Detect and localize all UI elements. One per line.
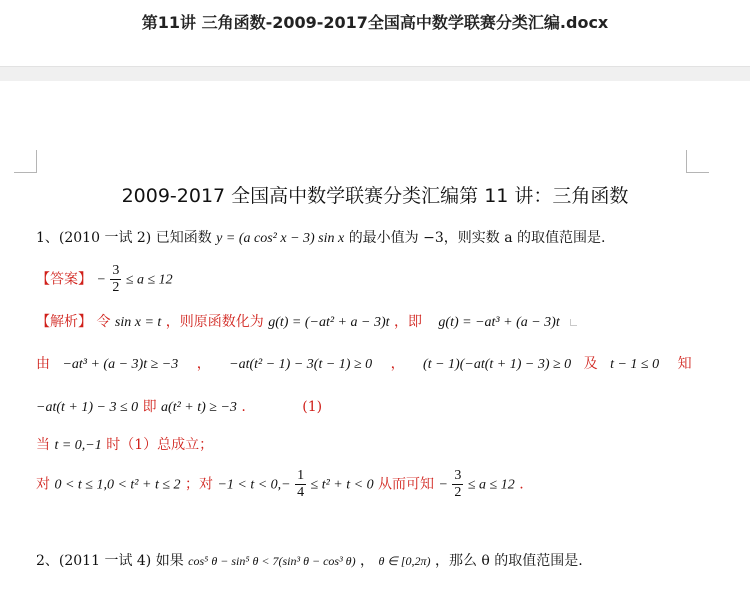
page-heading: 2009-2017 全国高中数学联赛分类汇编第 11 讲：三角函数 xyxy=(121,185,629,207)
line4-text-2: 及 xyxy=(583,356,598,372)
margin-corner-top-right xyxy=(686,150,709,173)
line7-math-1: 0 < t ≤ 1,0 < t² + t ≤ 2 xyxy=(54,477,181,493)
line7-text-1: 对 xyxy=(36,476,50,493)
answer-fraction xyxy=(110,263,121,296)
question-1 xyxy=(36,227,605,247)
line5-tag: (1) xyxy=(302,399,323,415)
line7-text-3: 从而可知 xyxy=(378,476,435,493)
line7-math-3: ≤ t² + t < 0 xyxy=(310,477,374,493)
line6-text-1: 当 xyxy=(36,437,50,453)
document-page xyxy=(0,81,750,590)
analysis-label: 【解析】 xyxy=(36,314,92,330)
analysis-math-2: g(t) = (−at² + a − 3)t xyxy=(268,315,390,330)
line4-math-3: (t − 1)(−at(t + 1) − 3) ≥ 0 xyxy=(423,357,572,372)
margin-corner-top-left xyxy=(14,150,37,173)
line4-text-1: 由 xyxy=(36,356,50,372)
derivation-line-3 xyxy=(36,434,213,454)
line4-sep-2: ， xyxy=(390,356,405,372)
line4-math-4: t − 1 ≤ 0 xyxy=(610,357,660,372)
answer-line xyxy=(36,263,173,296)
line5-math-2: a(t² + t) ≥ −3 xyxy=(161,400,237,415)
line4-math-2: −at(t² − 1) − 3(t − 1) ≥ 0 xyxy=(229,357,373,372)
answer-minus: − xyxy=(96,272,106,288)
analysis-text-1: 令 xyxy=(96,314,111,330)
answer-fraction-denominator: 2 xyxy=(112,280,120,295)
derivation-line-4 xyxy=(36,468,524,501)
question-2 xyxy=(36,550,583,570)
text-cursor-mark xyxy=(570,319,577,326)
q2-range: θ ∈ [0,2π) xyxy=(378,554,431,568)
line7-fraction-2-numerator: 3 xyxy=(454,468,462,483)
line7-math-4: ≤ a ≤ 12 xyxy=(467,477,515,493)
answer-label: 【答案】 xyxy=(36,271,92,288)
analysis-line xyxy=(36,311,577,331)
line7-fraction-1 xyxy=(295,468,306,501)
document-filename: 第11讲 三角函数-2009-2017全国高中数学联赛分类汇编.docx xyxy=(141,13,609,32)
line5-text-1: 即 xyxy=(142,399,157,415)
q2-prefix: 2、(2011 一试 4) 如果 xyxy=(36,553,184,569)
line4-math-1: −at³ + (a − 3)t ≥ −3 xyxy=(62,357,179,372)
analysis-text-3: ，即 xyxy=(393,314,422,330)
line7-dot: . xyxy=(519,476,524,493)
q1-prefix: 1、(2010 一试 2) 已知函数 xyxy=(36,230,212,246)
q1-suffix: 的最小值为 −3，则实数 a 的取值范围是. xyxy=(348,230,606,246)
line7-text-2: ；对 xyxy=(184,476,213,493)
line7-fraction-2 xyxy=(452,468,463,501)
line6-math-1: t = 0,−1 xyxy=(54,438,102,453)
page-gutter xyxy=(0,66,750,82)
line7-math-2: −1 < t < 0,− xyxy=(217,477,291,493)
derivation-line-2 xyxy=(36,396,322,416)
analysis-text-2: ，则原函数化为 xyxy=(165,314,264,330)
line7-fraction-1-numerator: 1 xyxy=(297,468,305,483)
analysis-math-1: sin x = t xyxy=(114,315,162,330)
derivation-line-1 xyxy=(36,353,692,373)
line4-text-3: 知 xyxy=(677,356,692,372)
q2-tail: ，那么 θ 的取值范围是. xyxy=(434,553,583,569)
line4-sep-1: ， xyxy=(196,356,211,372)
line6-text-2: 时（1）总成立； xyxy=(106,437,214,453)
line5-math-1: −at(t + 1) − 3 ≤ 0 xyxy=(36,400,139,415)
line7-minus: − xyxy=(438,477,448,493)
answer-fraction-numerator: 3 xyxy=(112,263,120,278)
title-bar xyxy=(0,0,750,66)
q2-mid: ， xyxy=(360,553,375,569)
analysis-math-3: g(t) = −at³ + (a − 3)t xyxy=(438,315,560,330)
line5-dot: . xyxy=(241,399,246,415)
line7-fraction-2-denominator: 2 xyxy=(454,485,462,500)
answer-range: ≤ a ≤ 12 xyxy=(125,272,173,288)
q2-formula: cos⁵ θ − sin⁵ θ < 7(sin³ θ − cos³ θ) xyxy=(188,554,356,568)
line7-fraction-1-denominator: 4 xyxy=(297,485,305,500)
q1-formula: y = (a cos² x − 3) sin x xyxy=(216,231,345,246)
